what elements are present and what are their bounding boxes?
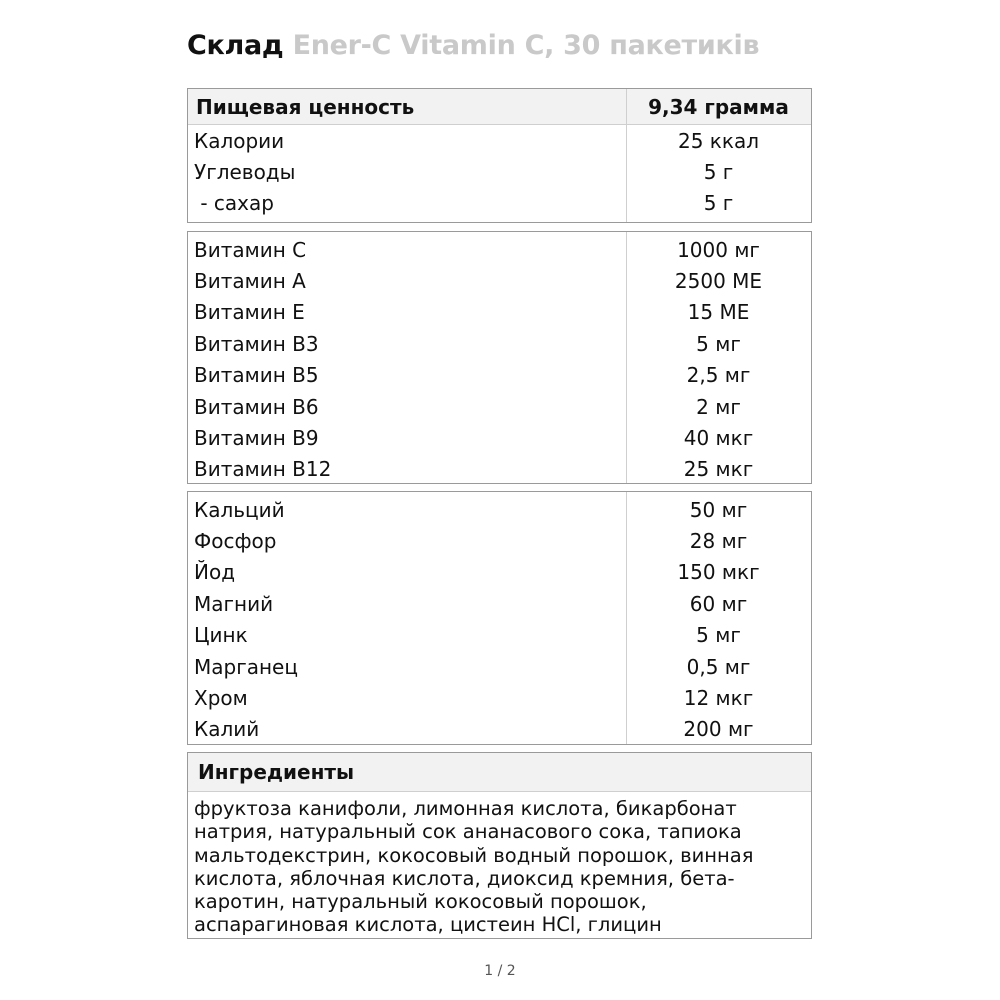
table-row: [188, 360, 811, 391]
row-name: Витамин А: [194, 269, 306, 294]
ingredients-box: [187, 752, 812, 939]
nutrition-header-label: Пищевая ценность: [196, 94, 415, 119]
table-row: [188, 234, 811, 265]
row-name: Хром: [194, 686, 248, 711]
row-value: 60 мг: [689, 591, 748, 616]
table-row: [188, 156, 811, 187]
nutrition-header-value: 9,34 грамма: [648, 94, 789, 119]
vitamins-table: [187, 231, 812, 484]
row-name: Кальций: [194, 497, 285, 522]
row-value: 5 г: [703, 160, 734, 185]
row-value: 12 мкг: [683, 686, 754, 711]
table-row: [188, 620, 811, 651]
row-value: 5 мг: [696, 331, 741, 356]
ingredients-line: фруктоза канифоли, лимонная кислота, бикарбонат: [194, 797, 737, 820]
nutrition-table: [187, 88, 812, 223]
row-name: Марганец: [194, 654, 298, 679]
table-row: [188, 525, 811, 556]
title-product: Ener-C Vitamin C, 30 пакетиків: [292, 30, 760, 61]
row-name: Витамин В6: [194, 394, 319, 419]
row-value: 40 мкг: [683, 426, 754, 451]
page-indicator: 1 / 2: [484, 963, 516, 979]
table-row: [188, 125, 811, 156]
row-name: Цинк: [194, 623, 248, 648]
row-value: 2500 МЕ: [674, 269, 763, 294]
table-row: [188, 265, 811, 296]
table-row: [188, 557, 811, 588]
row-value: 1000 мг: [677, 237, 760, 262]
column-divider: [626, 232, 627, 483]
row-value: 50 мг: [689, 497, 748, 522]
row-name: Витамин В5: [194, 363, 319, 388]
row-value: 150 мкг: [677, 560, 760, 585]
ingredients-line: натрия, натуральный сок ананасового сока, тапиока: [194, 820, 742, 844]
row-value: 5 мг: [696, 623, 741, 648]
row-name: Калории: [194, 128, 285, 153]
table-row: [188, 422, 811, 453]
ingredients-text: [188, 792, 811, 937]
row-value: 0,5 мг: [686, 654, 751, 679]
table-row: [188, 714, 811, 745]
table-row: [188, 297, 811, 328]
row-name: Углеводы: [194, 160, 296, 185]
table-row: [188, 328, 811, 359]
row-value: 15 МЕ: [687, 300, 750, 325]
title-prefix: Склад: [187, 30, 284, 61]
row-value: 5 г: [703, 191, 734, 216]
row-value: 25 ккал: [677, 128, 759, 153]
minerals-table: [187, 491, 812, 745]
ingredients-header: Ингредиенты: [188, 753, 811, 792]
table-row: [188, 494, 811, 525]
row-name: Витамин В3: [194, 331, 319, 356]
column-divider: [626, 89, 627, 222]
table-row: [188, 391, 811, 422]
ingredients-line: каротин, натуральный кокосовый порошок,: [194, 890, 647, 914]
table-row: [188, 651, 811, 682]
column-divider: [626, 492, 627, 744]
ingredients-line: мальтодекстрин, кокосовый водный порошок, винная: [194, 843, 754, 867]
row-value: 2,5 мг: [686, 363, 751, 388]
table-row: [188, 454, 811, 485]
table-row: [188, 588, 811, 619]
row-value: 25 мкг: [683, 457, 754, 482]
row-name: Витамин Е: [194, 300, 305, 325]
row-name: Йод: [194, 560, 236, 585]
ingredients-line: кислота, яблочная кислота, диоксид кремния, бета-: [194, 866, 735, 890]
row-name: Фосфор: [194, 529, 277, 554]
row-name: Витамин В9: [194, 426, 319, 451]
row-name: Магний: [194, 591, 274, 616]
page-title: [187, 30, 759, 61]
row-name: Витамин В12: [194, 457, 332, 482]
row-value: 2 мг: [696, 394, 741, 419]
nutrition-header-row: [188, 89, 811, 125]
row-value: 28 мг: [689, 529, 748, 554]
row-name: Витамин С: [194, 237, 307, 262]
row-value: 200 мг: [683, 717, 754, 742]
table-row: [188, 188, 811, 219]
row-name: - сахар: [194, 191, 274, 216]
ingredients-line: аспарагиновая кислота, цистеин HCl, глицин: [194, 913, 662, 937]
row-name: Калий: [194, 717, 260, 742]
table-row: [188, 682, 811, 713]
